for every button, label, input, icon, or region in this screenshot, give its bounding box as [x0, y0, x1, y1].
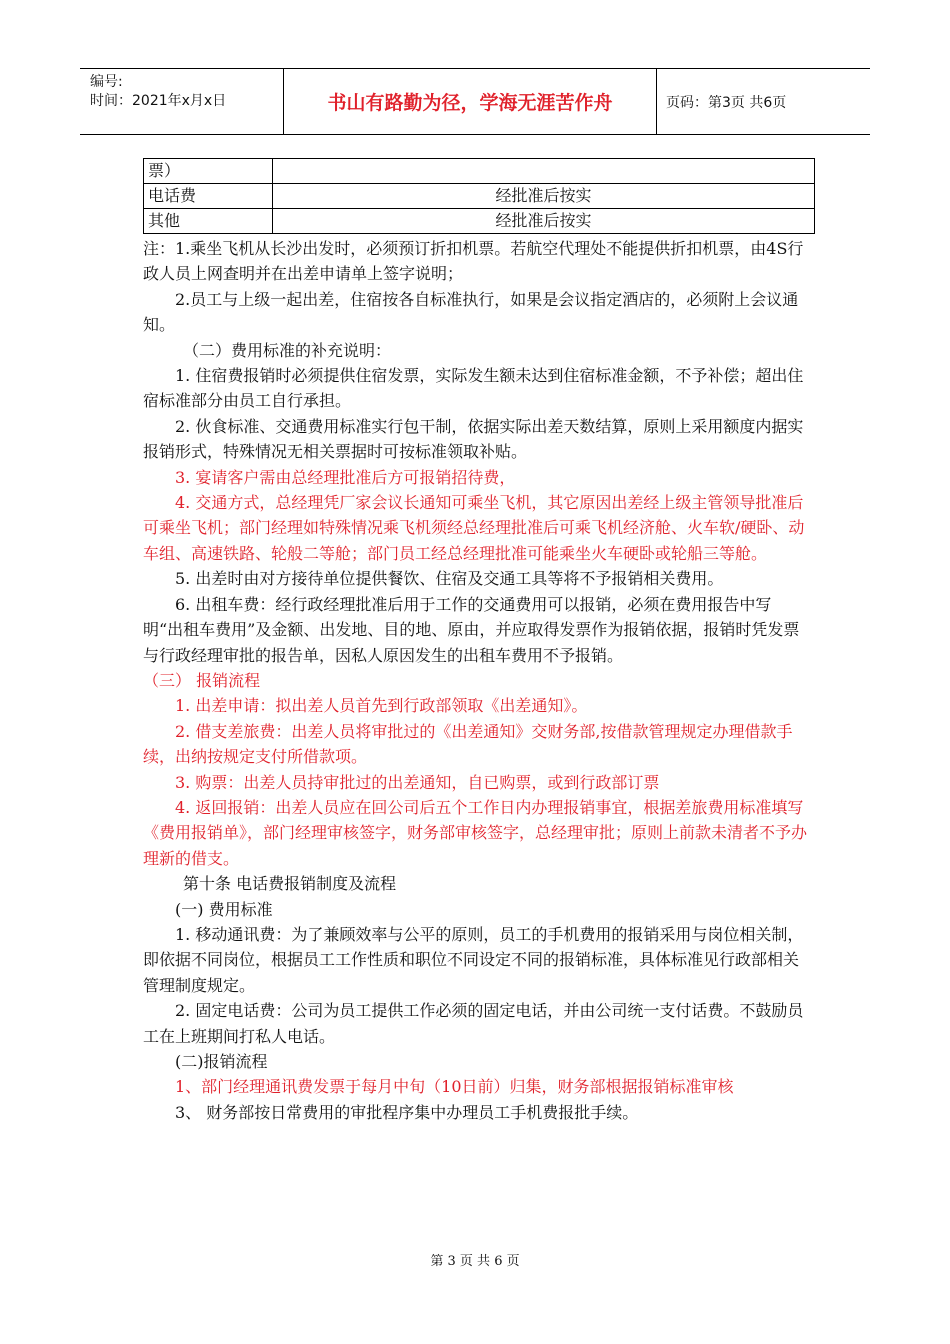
header-motto: 书山有路勤为径，学海无涯苦作舟 — [284, 69, 657, 134]
section-heading: 第十条 电话费报销制度及流程 — [183, 874, 397, 894]
page-header — [80, 68, 870, 135]
note-paragraph: 注：1.乘坐飞机从长沙出发时，必须预订折扣机票。若航空代理处不能提供折扣机票，由4S行政人员上网查明并在出差申请单上签字说明； — [143, 239, 804, 284]
table-cell-key: 其他 — [144, 209, 273, 234]
body-paragraph: 3、 财务部按日常费用的审批程序集中办理员工手机费报批手续。 — [175, 1102, 639, 1122]
header-page-number: 页码：第3页 共6页 — [666, 94, 787, 111]
body-paragraph: 2. 伙食标准、交通费用标准实行包干制，依据实际出差天数结算，原则上采用额度内据实报销形式，特殊情况无相关票据时可按标准领取补贴。 — [143, 416, 804, 462]
body-paragraph: 2. 借支差旅费：出差人员将审批过的《出差通知》交财务部,按借款管理规定办理借款手续，出纳按规定支付所借款项。 — [143, 721, 793, 767]
body-paragraph: 5. 出差时由对方接待单位提供餐饮、住宿及交通工具等将不予报销相关费用。 — [175, 569, 724, 589]
header-meta — [80, 69, 284, 134]
table-cell-key: 电话费 — [144, 184, 273, 209]
section-heading: (一) 费用标准 — [175, 899, 273, 919]
table-cell-value — [273, 159, 815, 184]
document-body — [143, 236, 808, 1125]
body-paragraph: 2. 固定电话费：公司为员工提供工作必须的固定电话，并由公司统一支付话费。不鼓励员工在上班期间打私人电话。 — [143, 1001, 804, 1046]
body-paragraph: 1. 出差申请：拟出差人员首先到行政部领取《出差通知》。 — [175, 696, 588, 716]
section-heading: （三） 报销流程 — [143, 670, 261, 690]
body-paragraph: 1. 住宿费报销时必须提供住宿发票，实际发生额未达到住宿标准金额，不予补偿；超出住宿标准部分由员工自行承担。 — [143, 366, 804, 411]
section-heading: (二)报销流程 — [175, 1052, 268, 1071]
body-paragraph: 6. 出租车费：经行政经理批准后用于工作的交通费用可以报销，必须在费用报告中写明“出租车费用”及金额、出发地、目的地、原由，并应取得发票作为报销依据，报销时凭发票与行政经理审批的报告单，因私人原因发生的出租车费用不予报销。 — [143, 594, 800, 665]
table-cell-value: 经批准后按实 — [273, 184, 815, 209]
header-time: 时间：2021年x月x日 — [90, 93, 227, 109]
body-paragraph: 4. 交通方式，总经理凭厂家会议长通知可乘坐飞机，其它原因出差经上级主管领导批准后可乘坐飞机；部门经理如特殊情况乘飞机须经总经理批准后可乘飞机经济舱、火车软/硬卧、动车组、高速铁路、轮般二等舱；部门员工经总经理批准可能乘坐火车硬卧或轮船三等舱。 — [143, 493, 805, 563]
table-row — [144, 184, 815, 209]
table-row — [144, 209, 815, 234]
page-footer: 第 3 页 共 6 页 — [430, 1254, 520, 1269]
table-row — [144, 159, 815, 184]
body-paragraph: 3. 宴请客户需由总经理批准后方可报销招待费， — [175, 467, 516, 487]
note-paragraph: 2.员工与上级一起出差，住宿按各自标准执行，如果是会议指定酒店的，必须附上会议通知。 — [143, 289, 799, 335]
body-paragraph: 4. 返回报销：出差人员应在回公司后五个工作日内办理报销事宜，根据差旅费用标准填写《费用报销单》，部门经理审核签字，财务部审核签字，总经理审批；原则上前款未清者不予办理新的借支。 — [143, 797, 808, 868]
expense-table — [143, 158, 815, 234]
table-cell-key: 票） — [144, 159, 273, 184]
header-number: 编号: — [90, 74, 123, 90]
body-paragraph: 1、部门经理通讯费发票于每月中旬（10日前）归集，财务部根据报销标准审核 — [175, 1077, 734, 1097]
body-paragraph: 3. 购票：出差人员持审批过的出差通知，自已购票，或到行政部订票 — [175, 772, 660, 792]
table-cell-value: 经批准后按实 — [273, 209, 815, 234]
section-heading: （二）费用标准的补充说明： — [183, 340, 392, 360]
body-paragraph: 1. 移动通讯费：为了兼顾效率与公平的原则，员工的手机费用的报销采用与岗位相关制，即依据不同岗位，根据员工工作性质和职位不同设定不同的报销标准，具体标准见行政部相关管理制度规定。 — [143, 924, 804, 995]
